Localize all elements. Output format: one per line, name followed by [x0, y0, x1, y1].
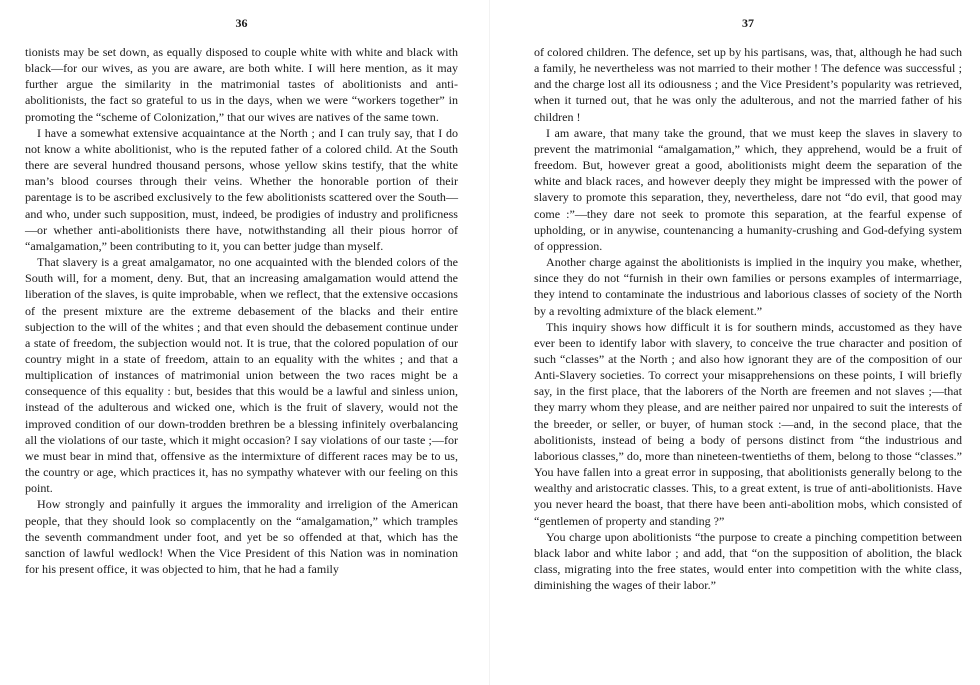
paragraph: I am aware, that many take the ground, that we must keep the slaves in slavery to prevent the matrimonial “amalgamation,” which, they apprehend, would be a fruit of freedom. But, however great a good, abolitionists might deem the separation of the white and black races, and however deeply they might be impressed with the power of slavery to promote this separation, they, nevertheless, dare not “do evil, that good may come :”—they dare not seek to promote this separation, at the fearful expense of upholding, or in anywise, countenancing a humanity-crushing and God-defying system of oppression.: [534, 125, 962, 253]
page-number: 37: [742, 16, 754, 30]
paragraph: This inquiry shows how difficult it is for southern minds, accustomed as they have ever been to identify labor with slavery, to conceive the true character and position of such “classes” at the North ; and also how ignorant they are of the composition of our Anti-Slavery societies. To correct your misapprehensions on these points, I will briefly say, in the first place, that the laborers of the North are freemen and not slaves ;—that they marry whom they please, and are neither paired nor unpaired to suit the interests of the breeder, or seller, or buyer, of human stock :—and, in the second place, that the abolitionists, instead of being a body of persons distinct from “the industrious and laborious classes,” do, more than nineteen-twentieths of them, belong to those “classes.” You have fallen into a great error in supposing, that abolitionists generally belong to the wealthy and aristocratic classes. This, to a great extent, is true of anti-abolitionists. Have you never heard the boast, that there have been anti-abolition mobs, which consisted of “gentlemen of property and standing ?”: [534, 319, 962, 528]
paragraph: How strongly and painfully it argues the immorality and irreligion of the American people, that they should look so complacently on the “amalgamation,” which tramples the seventh commandment under foot, and yet be so offended at that, which has the sanction of lawful wedlock! When the Vice President of this Nation was in nomination for his present office, it was objected to him, that he had a family: [25, 497, 458, 576]
paragraph: I have a somewhat extensive acquaintance at the North ; and I can truly say, that I do not know a white abolitionist, who is the reputed father of a colored child. At the South there are several hundred thousand persons, whose yellow skins testify, that the white man’s blood courses through their veins. Whether the honorable portion of their parentage is to be ascribed exclusively to the few abolitionists scattered over the South—and who, under such supposition, must, indeed, be prodigies of industry and prolificness—or whether anti-abolitionists there have, notwithstanding all their pious horror of “amalgamation,” been contributing to it, you can better judge than myself.: [25, 125, 458, 253]
paragraph: of colored children. The defence, set up by his partisans, was, that, although he had such a family, he nevertheless was not married to their mother ! The defence was successful ; and the charge lost all its odiousness ; and the Vice President’s popularity was retrieved, when it turned out, that he was only the adulterous, and not the married father of his children !: [534, 45, 962, 124]
right-page: [490, 0, 980, 685]
paragraph: tionists may be set down, as equally disposed to couple white with white and black with black—for our wives, as you are aware, are both white. I will here mention, as it may further argue the similarity in the matrimonial tastes of abolitionists and anti-abolitionists, the fact so grateful to us in the days, when we were “workers together” in promoting the “scheme of Colonization,” that our wives are natives of the same town.: [25, 45, 458, 124]
page-number: 36: [235, 16, 248, 30]
paragraph: That slavery is a great amalgamator, no one acquainted with the blended colors of the South will, for a moment, deny. But, that an increasing amalgamation would attend the liberation of the slaves, is quite improbable, when we reflect, that the extensive occasions of the present mixture are the extreme debasement of the blacks and their entire subjection to the will of the whites ; and that even should the debasement continue under a state of freedom, the subjection would not. It is true, that the colored population of our country might in a state of freedom, attain to an equality with the whites ; and that a multiplication of instances of matrimonial union between the two races might be a consequence of this equality : but, besides that this would be a lawful and sinless union, instead of the adulterous and wicked one, which is the fruit of slavery, would not the improved condition of our down-trodden brethren be a blessing infinitely overbalancing all the violations of our taste, which it might occasion? I say violations of our taste ;—for we must bear in mind that, offensive as the intermixture of different races may be to us, the country or age, which practices it, has no sympathy whatever with our feeling on this point.: [25, 255, 458, 496]
paragraph: You charge upon abolitionists “the purpose to create a pinching competition between black labor and white labor ; and add, that “on the supposition of abolition, the black class, migrating into the free states, would enter into competition with the white class, diminishing the wages of their labor.”: [534, 529, 962, 593]
paragraph: Another charge against the abolitionists is implied in the inquiry you make, whether, since they do not “furnish in their own families or persons examples of intermarriage, they intend to contaminate the industrious and laborious classes of society of the North by a revolting admixture of the black element.”: [534, 255, 962, 318]
